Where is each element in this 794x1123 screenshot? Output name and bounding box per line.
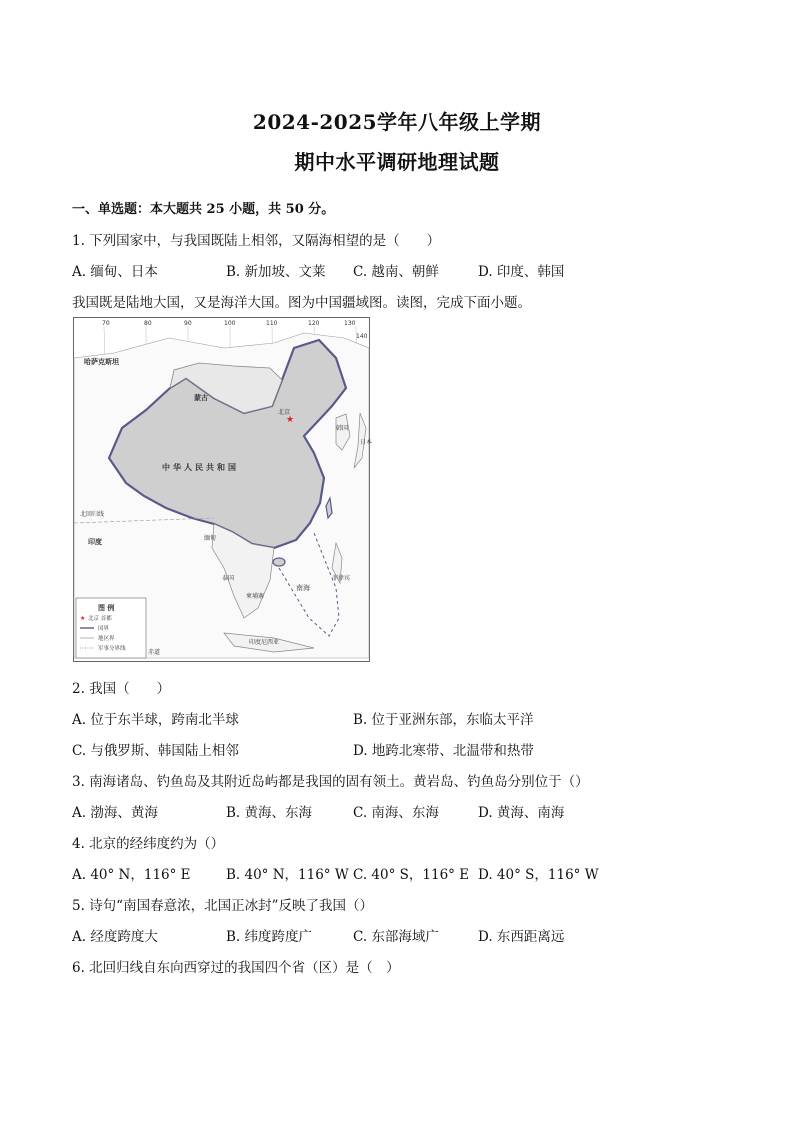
lon-tick: 130 [344, 320, 356, 327]
q2-option-d: D. 地跨北寒带、北温带和热带 [353, 743, 534, 759]
label-equator: 赤道 [148, 649, 161, 656]
lon-tick: 140 [356, 333, 368, 340]
question-6-stem: 6. 北回归线自东向西穿过的我国四个省（区）是（ ） [72, 960, 400, 976]
q4-option-b: B. 40° N，116° W [226, 867, 349, 883]
label-beijing: 北京 [278, 409, 291, 416]
section-heading: 一、单选题：本大题共 25 小题，共 50 分。 [72, 202, 335, 217]
legend-item: 军事分界线 [98, 646, 126, 652]
lon-tick: 110 [266, 320, 278, 327]
lon-tick: 120 [308, 320, 320, 327]
q1-option-d: D. 印度、韩国 [478, 264, 565, 280]
q1-option-c: C. 越南、朝鲜 [353, 264, 439, 280]
exam-title-line1: 2024-2025学年八年级上学期 [252, 110, 542, 134]
beijing-star-icon: ★ [286, 415, 295, 425]
q4-option-c: C. 40° S，116° E [353, 867, 470, 883]
question-4-stem: 4. 北京的经纬度约为（） [72, 836, 225, 852]
lon-tick: 80 [144, 320, 152, 327]
label-thailand: 泰国 [222, 575, 235, 582]
q5-option-d: D. 东西距离远 [478, 929, 565, 945]
q1-option-a: A. 缅甸、日本 [72, 264, 158, 280]
q5-option-c: C. 东部海域广 [353, 929, 439, 945]
q5-option-a: A. 经度跨度大 [72, 929, 158, 945]
q3-option-c: C. 南海、东海 [353, 805, 439, 821]
passage-intro: 我国既是陆地大国，又是海洋大国。图为中国疆域图。读图，完成下面小题。 [72, 295, 531, 311]
q4-option-a: A. 40° N，116° E [72, 867, 191, 883]
q3-option-a: A. 渤海、黄海 [72, 805, 158, 821]
legend-title: 图 例 [98, 604, 115, 612]
q2-option-c: C. 与俄罗斯、韩国陆上相邻 [72, 743, 239, 759]
label-korea: 韩国 [336, 425, 349, 432]
lon-tick: 90 [184, 320, 192, 327]
label-russia: 哈萨克斯坦 [84, 358, 119, 366]
q5-option-b: B. 纬度跨度广 [226, 929, 313, 945]
label-mongolia: 蒙古 [194, 394, 208, 402]
legend-item: 国界 [98, 626, 110, 632]
exam-title-line2: 期中水平调研地理试题 [294, 150, 500, 174]
question-3-stem: 3. 南海诸岛、钓鱼岛及其附近岛屿都是我国的固有领土。黄岩岛、钓鱼岛分别位于（） [72, 774, 589, 790]
hainan-shape [273, 558, 285, 566]
china-territory-map [73, 317, 373, 662]
label-cambodia: 柬埔寨 [246, 593, 265, 600]
q2-option-b: B. 位于亚洲东部，东临太平洋 [353, 712, 534, 728]
label-philippines: 菲律宾 [332, 575, 351, 582]
label-japan: 日本 [360, 439, 373, 446]
q4-option-d: D. 40° S，116° W [478, 867, 599, 883]
q3-option-d: D. 黄海、南海 [478, 805, 565, 821]
label-china: 中华人民共和国 [162, 463, 239, 472]
label-south-sea: 南海 [296, 584, 310, 592]
label-myanmar: 缅甸 [204, 535, 217, 542]
question-1-stem: 1. 下列国家中，与我国既陆上相邻，又隔海相望的是（ ） [72, 233, 441, 249]
lon-tick: 70 [102, 320, 110, 327]
legend-item: 北京 首都 [88, 616, 112, 622]
q1-option-b: B. 新加坡、文莱 [226, 264, 326, 280]
map-graphic [74, 318, 373, 661]
lon-tick: 100 [224, 320, 236, 327]
legend-capital-icon: ★ [80, 615, 86, 622]
label-india: 印度 [88, 538, 102, 546]
map-legend [76, 598, 146, 658]
label-tropic: 北回归线 [80, 511, 105, 518]
legend-item: 地区界 [98, 636, 115, 642]
q3-option-b: B. 黄海、东海 [226, 805, 313, 821]
q2-option-a: A. 位于东半球，跨南北半球 [72, 712, 239, 728]
label-indonesia: 印度尼西亚 [249, 639, 280, 646]
question-5-stem: 5. 诗句“南国春意浓，北国正冰封”反映了我国（） [72, 898, 373, 914]
question-2-stem: 2. 我国（ ） [72, 681, 171, 697]
